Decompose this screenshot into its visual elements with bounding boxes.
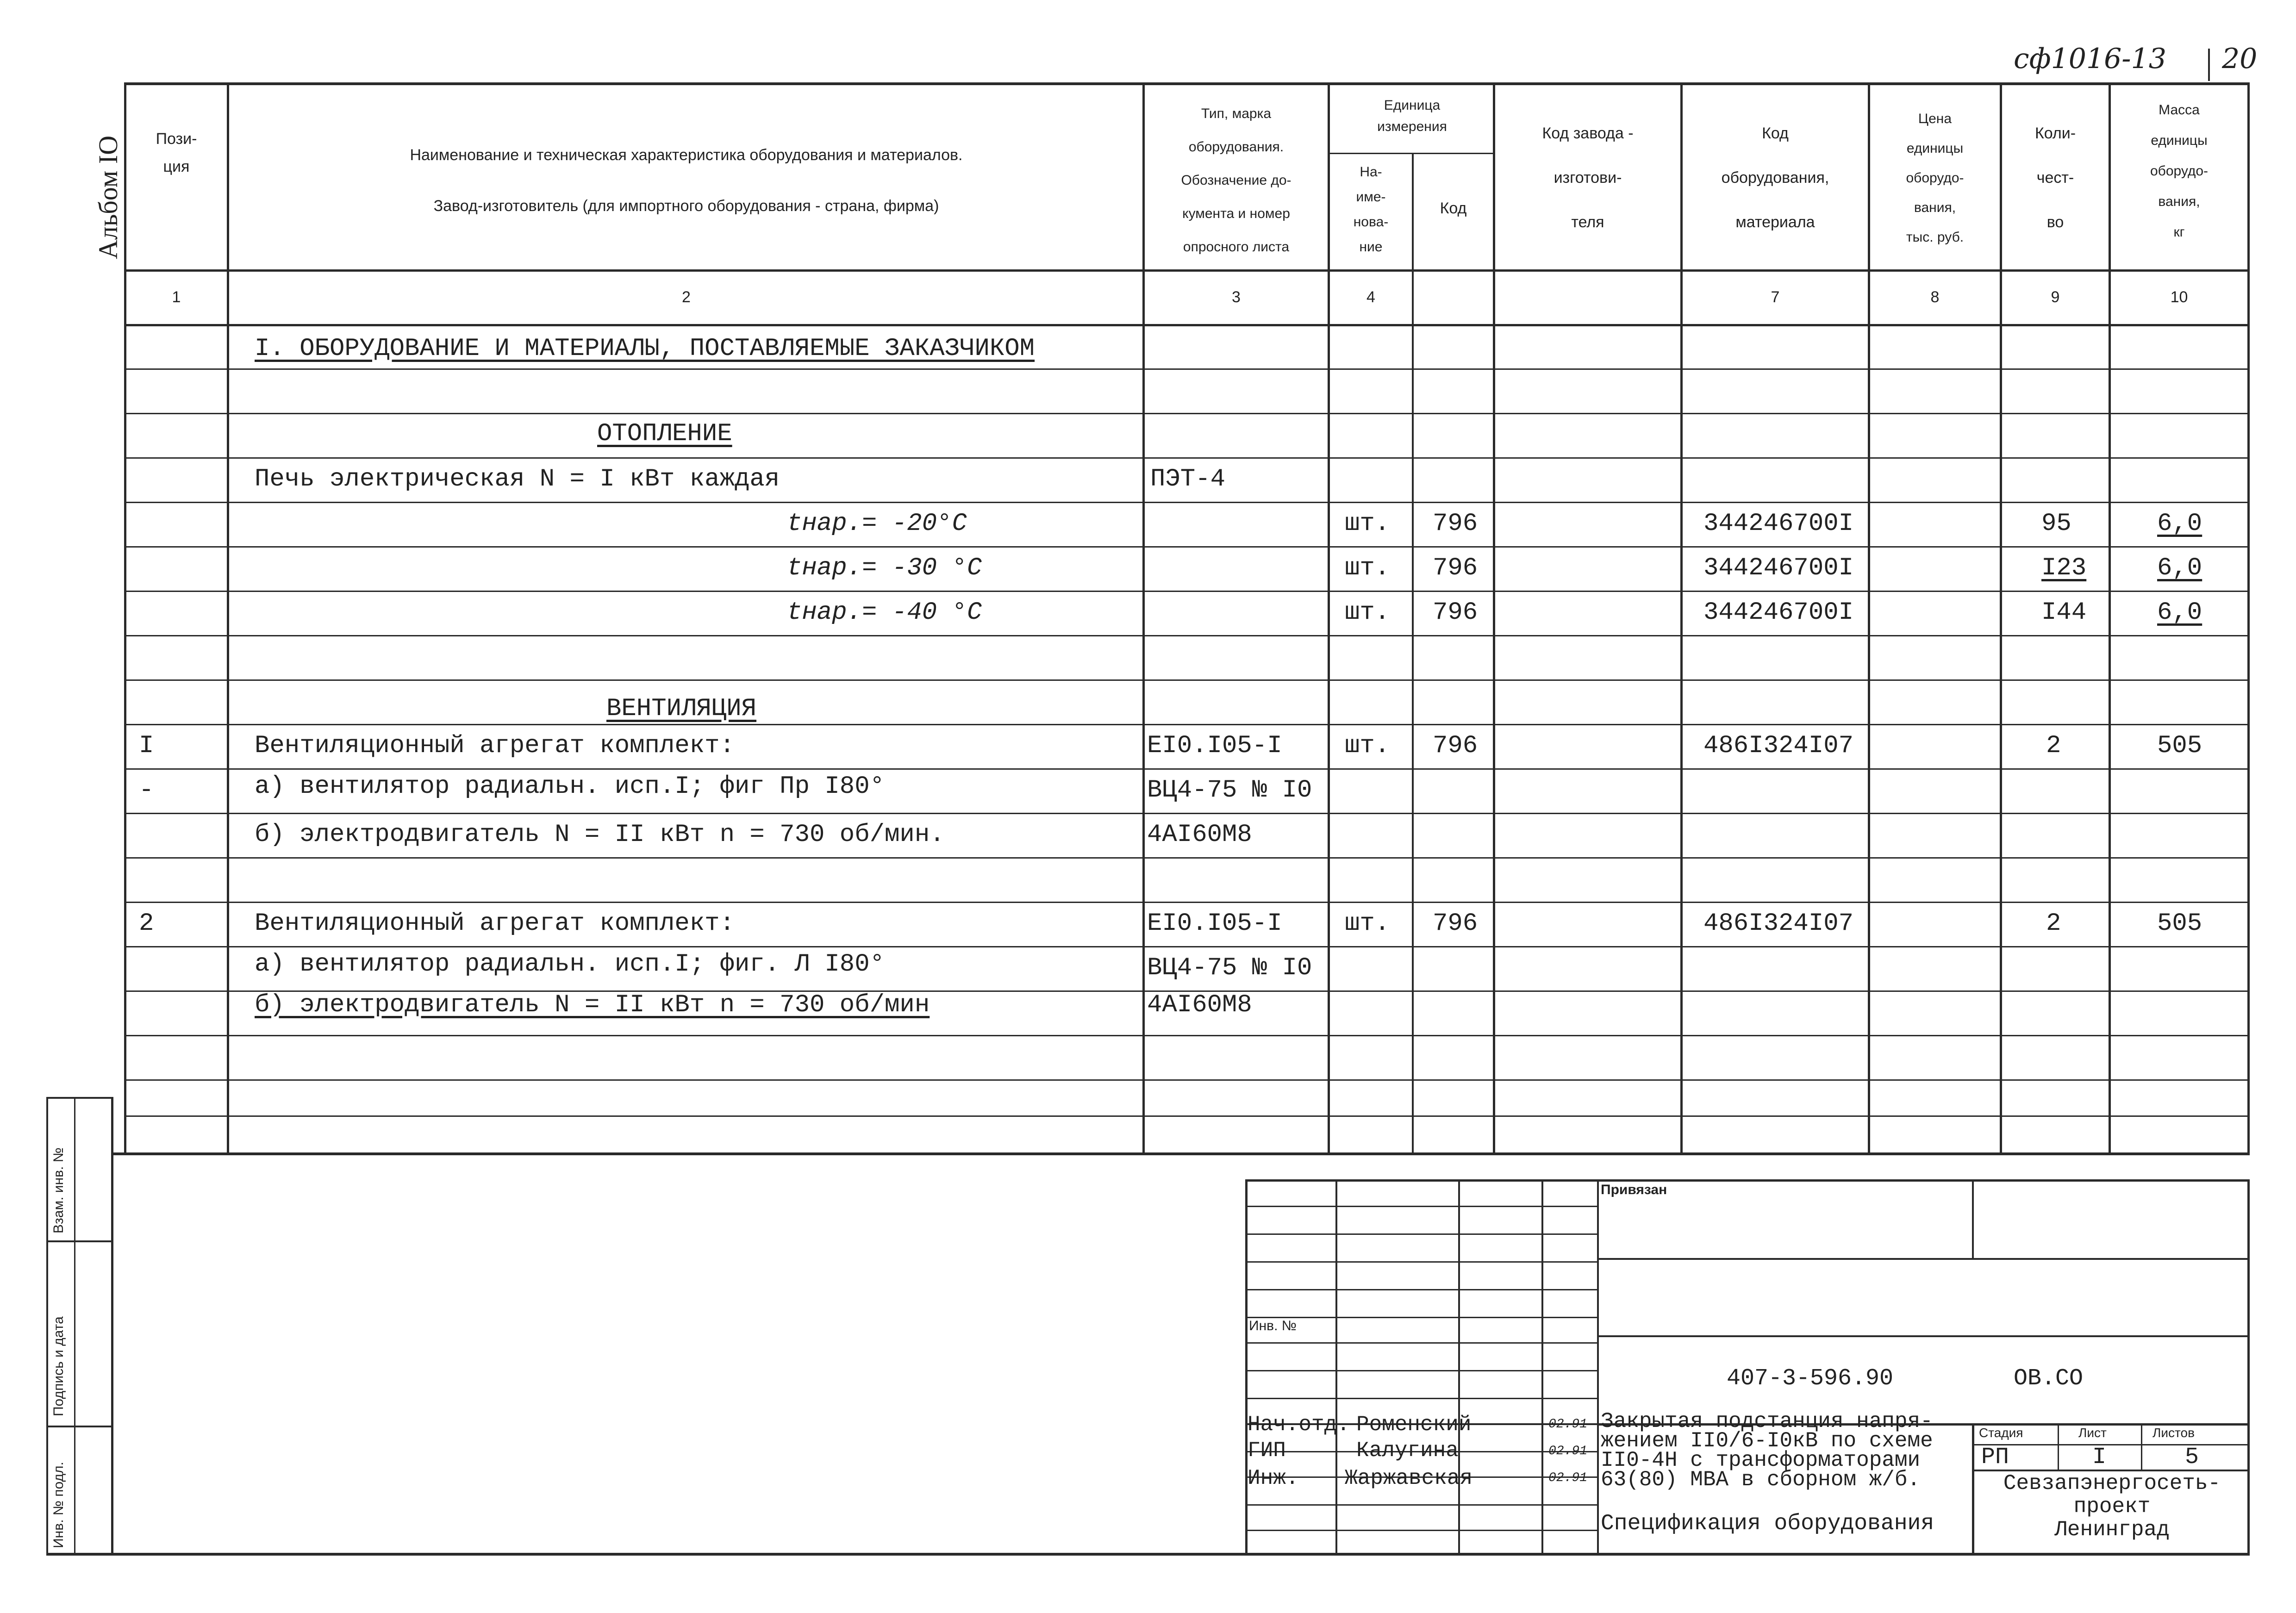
- row-equipment-code: 486I324I07: [1703, 909, 1854, 938]
- name-gip: Калугина: [1356, 1439, 1459, 1463]
- row-unit: шт.: [1345, 554, 1390, 582]
- row-mass: 6,0: [2157, 598, 2202, 627]
- date-head: 02.91: [1548, 1417, 1588, 1432]
- header-mass: Масса единицы оборудо- вания, кг: [2150, 102, 2209, 240]
- colnum-9: 9: [2051, 288, 2060, 306]
- role-engineer: Инж.: [1248, 1466, 1299, 1490]
- row-quantity: I23: [2041, 554, 2087, 582]
- row-unit-code: 796: [1433, 510, 1478, 538]
- row-equipment-code: 486I324I07: [1703, 732, 1854, 760]
- document-title: Закрытая подстанция напря- жением II0/6-I0кВ по схеме II0-4Н с трансформаторами 63(80) МВА в сборном ж/б.: [1601, 1409, 1933, 1492]
- document-subtitle: Спецификация оборудования: [1601, 1511, 1934, 1536]
- row-name: tнар.= -30 °С: [787, 554, 982, 582]
- row-unit-code: 796: [1433, 554, 1478, 582]
- section-heating: ОТОПЛЕНИЕ: [597, 420, 732, 448]
- row-name: Вентиляционный агрегат комплект:: [255, 909, 735, 938]
- date-gip: 02.91: [1548, 1444, 1588, 1458]
- row-equipment-code: 344246700I: [1703, 510, 1854, 538]
- stage-value: РП: [1981, 1444, 2009, 1470]
- album-label: Альбом IO: [93, 135, 123, 259]
- header-factory-code: Код завода - изготови- теля: [1542, 125, 1634, 231]
- row-type: ЕI0.I05-I: [1147, 909, 1282, 938]
- row-name: tнар.= -40 °С: [787, 598, 982, 627]
- row-type: ВЦ4-75 № I0: [1147, 776, 1312, 804]
- row-equipment-code: 344246700I: [1703, 554, 1854, 582]
- row-position: -: [139, 776, 154, 804]
- row-mass: 6,0: [2157, 510, 2202, 538]
- side-stamp-inventory: Инв. № подл.: [51, 1462, 66, 1548]
- row-position: 2: [139, 909, 154, 938]
- row-unit-code: 796: [1433, 598, 1478, 627]
- document-code: 407-3-596.90: [1727, 1365, 1894, 1392]
- header-unit-group: Единица измерения: [1377, 98, 1447, 134]
- row-position: I: [139, 732, 154, 760]
- row-unit: шт.: [1345, 732, 1390, 760]
- header-name: Наименование и техническая характеристика оборудования и материалов. Завод-изготовитель (для импортного оборудования - страна, фирма): [410, 146, 963, 215]
- document-mark: ОВ.СО: [2014, 1365, 2084, 1392]
- header-quantity: Коли- чест- во: [2034, 125, 2076, 231]
- side-stamp-replace: Взам. инв. №: [51, 1147, 66, 1233]
- row-name: а) вентилятор радиальн. исп.I; фиг. Л I80°: [255, 950, 885, 978]
- row-unit: шт.: [1345, 598, 1390, 627]
- header-unit-name: На- име- нова- ние: [1353, 164, 1389, 255]
- row-name: а) вентилятор радиальн. исп.I; фиг Пр I80°: [255, 772, 885, 801]
- colnum-7: 7: [1771, 288, 1780, 306]
- corner-mark: сф1016-13: [2014, 43, 2166, 75]
- header-unit-code: Код: [1440, 199, 1467, 217]
- colnum-10: 10: [2170, 288, 2188, 306]
- date-engineer: 02.91: [1548, 1471, 1588, 1485]
- privyazan-label: Привязан: [1601, 1182, 1667, 1197]
- page-number: 20: [2222, 43, 2258, 75]
- row-unit-code: 796: [1433, 732, 1478, 760]
- row-unit-code: 796: [1433, 909, 1478, 938]
- row-mass: 505: [2157, 732, 2202, 760]
- colnum-2: 2: [682, 288, 691, 306]
- colnum-3: 3: [1232, 288, 1241, 306]
- row-quantity: I44: [2041, 598, 2087, 627]
- row-name: tнар.= -20°С: [787, 510, 967, 538]
- role-head: Нач.отд.: [1248, 1413, 1350, 1437]
- row-type: 4АI60М8: [1147, 991, 1252, 1019]
- row-type: ПЭТ-4: [1150, 465, 1226, 493]
- colnum-4: 4: [1366, 288, 1375, 306]
- row-mass: 505: [2157, 909, 2202, 938]
- stage-label: Стадия: [1979, 1426, 2023, 1440]
- row-unit: шт.: [1345, 510, 1390, 538]
- name-head: Роменский: [1356, 1413, 1472, 1437]
- header-position: Пози- ция: [156, 130, 197, 175]
- organization: Севзапэнергосеть- проект Ленинград: [2003, 1471, 2221, 1542]
- header-price: Цена единицы оборудо- вания, тыс. руб.: [1906, 111, 1964, 245]
- colnum-8: 8: [1930, 288, 1940, 306]
- row-equipment-code: 344246700I: [1703, 598, 1854, 627]
- row-quantity: 2: [2046, 909, 2061, 938]
- role-gip: ГИП: [1248, 1439, 1286, 1463]
- section-ventilation: ВЕНТИЛЯЦИЯ: [606, 695, 757, 723]
- row-quantity: 2: [2046, 732, 2061, 760]
- row-mass: 6,0: [2157, 554, 2202, 582]
- section-title: I. ОБОРУДОВАНИЕ И МАТЕРИАЛЫ, ПОСТАВЛЯЕМЫЕ ЗАКАЗЧИКОМ: [255, 335, 1035, 363]
- row-type: ВЦ4-75 № I0: [1147, 954, 1312, 982]
- inventory-label: Инв. №: [1249, 1318, 1297, 1333]
- sheet-label: Лист: [2078, 1426, 2107, 1440]
- row-name: Печь электрическая N = I кВт каждая: [255, 465, 780, 493]
- header-equipment-code: Код оборудования, материала: [1721, 125, 1829, 231]
- sheets-value: 5: [2185, 1444, 2199, 1470]
- row-quantity: 95: [2041, 510, 2071, 538]
- row-name: б) электродвигатель N = II кВт n = 730 об/мин: [255, 991, 930, 1019]
- colnum-1: 1: [172, 288, 181, 306]
- row-type: 4АI60М8: [1147, 821, 1252, 849]
- row-name: б) электродвигатель N = II кВт n = 730 об/мин.: [255, 821, 945, 849]
- sheet-value: I: [2092, 1444, 2107, 1470]
- row-unit: шт.: [1345, 909, 1390, 938]
- name-engineer: Жаржавская: [1345, 1466, 1473, 1490]
- side-stamp-signature: Подпись и дата: [51, 1316, 66, 1416]
- row-name: Вентиляционный агрегат комплект:: [255, 732, 735, 760]
- row-type: ЕI0.I05-I: [1147, 732, 1282, 760]
- header-type: Тип, марка оборудования. Обозначение до- кумента и номер опросного листа: [1181, 106, 1292, 255]
- sheets-label: Листов: [2152, 1426, 2195, 1440]
